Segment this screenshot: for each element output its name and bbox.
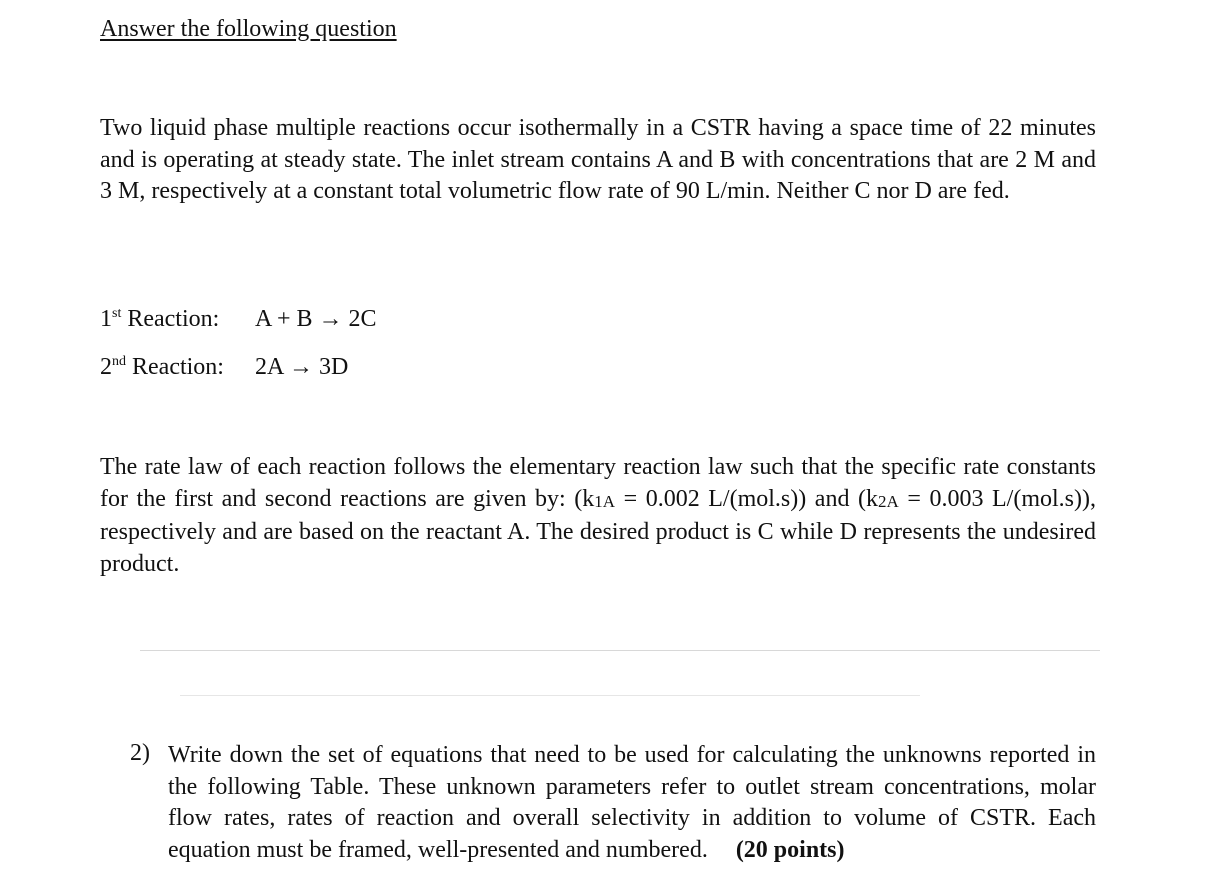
reaction-1-label: [100, 306, 255, 333]
page-heading: Answer the following question: [100, 16, 397, 42]
reaction-2-ordinal: 2: [100, 354, 112, 380]
question-number: 2): [130, 740, 150, 766]
faint-scan-line: [140, 650, 1100, 651]
rate-text-3: = 0.003 L/(mol.s)), respectively and are based on the reactant A. The desired product is C while D represents the undesired product.: [100, 485, 1097, 577]
k2-subscript: 2A: [878, 491, 899, 511]
rate-law-paragraph: [100, 452, 1096, 580]
reaction-2-label: [100, 354, 255, 381]
reaction-1-equation: A + B → 2C: [255, 306, 377, 332]
reaction-1-ordinal: 1: [100, 306, 112, 332]
reaction-1: [100, 306, 377, 333]
question-points: (20 points): [735, 836, 845, 863]
reaction-1-label-text: Reaction:: [127, 306, 220, 332]
reaction-1-ordinal-suffix: st: [112, 306, 122, 321]
question-text: [168, 740, 1096, 866]
reaction-2-equation: 2A → 3D: [255, 354, 349, 380]
rate-text-2: = 0.002 L/(mol.s)) and (k: [615, 485, 879, 512]
reaction-2-label-text: Reaction:: [132, 354, 224, 380]
k1-subscript: 1A: [594, 491, 616, 511]
reaction-2: [100, 354, 348, 381]
problem-statement: Two liquid phase multiple reactions occur isothermally in a CSTR having a space time of 22 minutes and is operating at steady state. The inlet stream contains A and B with concentrations that are 2 M and 3 M, respectively at a constant total volumetric flow rate of 90 L/min. Neither C nor D are fed.: [100, 115, 1096, 204]
rate-text-1: The rate law of each reaction follows the elementary reaction law such that the specific rate constants for the first and second reactions are given by: (k: [100, 454, 1096, 512]
faint-scan-line: [180, 695, 920, 696]
reaction-2-ordinal-suffix: nd: [112, 354, 126, 369]
question-body: Write down the set of equations that need to be used for calculating the unknowns reported in the following Table. These unknown parameters refer to outlet stream concentrations, molar flow rates, rates of reaction and overall selectivity in addition to volume of CSTR. Each equation must be framed, well-presented and numbered.: [168, 742, 1096, 863]
